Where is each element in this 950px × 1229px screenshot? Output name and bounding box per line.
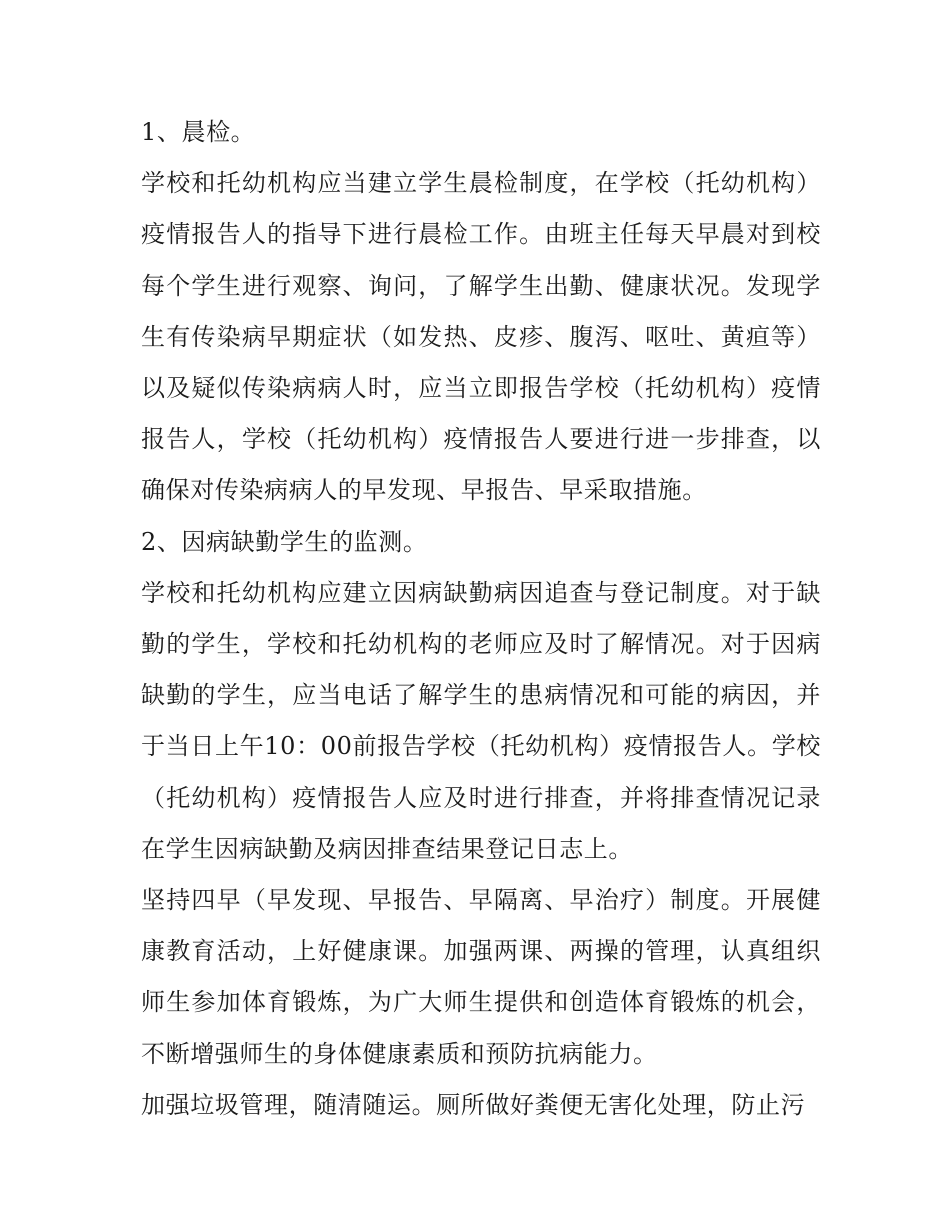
document-body [141,107,821,1131]
heading-absence-monitoring: 2、因病缺勤学生的监测。 [141,527,428,556]
paragraph-absence-monitoring: 学校和托幼机构应建立因病缺勤病因追查与登记制度。对于缺勤的学生，学校和托幼机构的老师应及时了解情况。对于因病缺勤的学生，应当电话了解学生的患病情况和可能的病因，并于当日上午10：00前报告学校（托幼机构）疫情报告人。学校（托幼机构）疫情报告人应及时进行排查，并将排查情况记录在学生因病缺勤及病因排查结果登记日志上。 [141,578,821,863]
paragraph-four-early: 坚持四早（早发现、早报告、早隔离、早治疗）制度。开展健康教育活动，上好健康课。加强两课、两操的管理，认真组织师生参加体育锻炼，为广大师生提供和创造体育锻炼的机会，不断增强师生的身体健康素质和预防抗病能力。 [141,886,821,1068]
paragraph-morning-check: 学校和托幼机构应当建立学生晨检制度，在学校（托幼机构）疫情报告人的指导下进行晨检工作。由班主任每天早晨对到校每个学生进行观察、询问，了解学生出勤、健康状况。发现学生有传染病早期症状（如发热、皮疹、腹泻、呕吐、黄疸等）以及疑似传染病病人时，应当立即报告学校（托幼机构）疫情报告人，学校（托幼机构）疫情报告人要进行进一步排查，以确保对传染病病人的早发现、早报告、早采取措施。 [141,169,821,505]
heading-morning-check: 1、晨检。 [141,118,256,146]
paragraph-garbage-management: 加强垃圾管理，随清随运。厕所做好粪便无害化处理，防止污 [141,1090,806,1119]
